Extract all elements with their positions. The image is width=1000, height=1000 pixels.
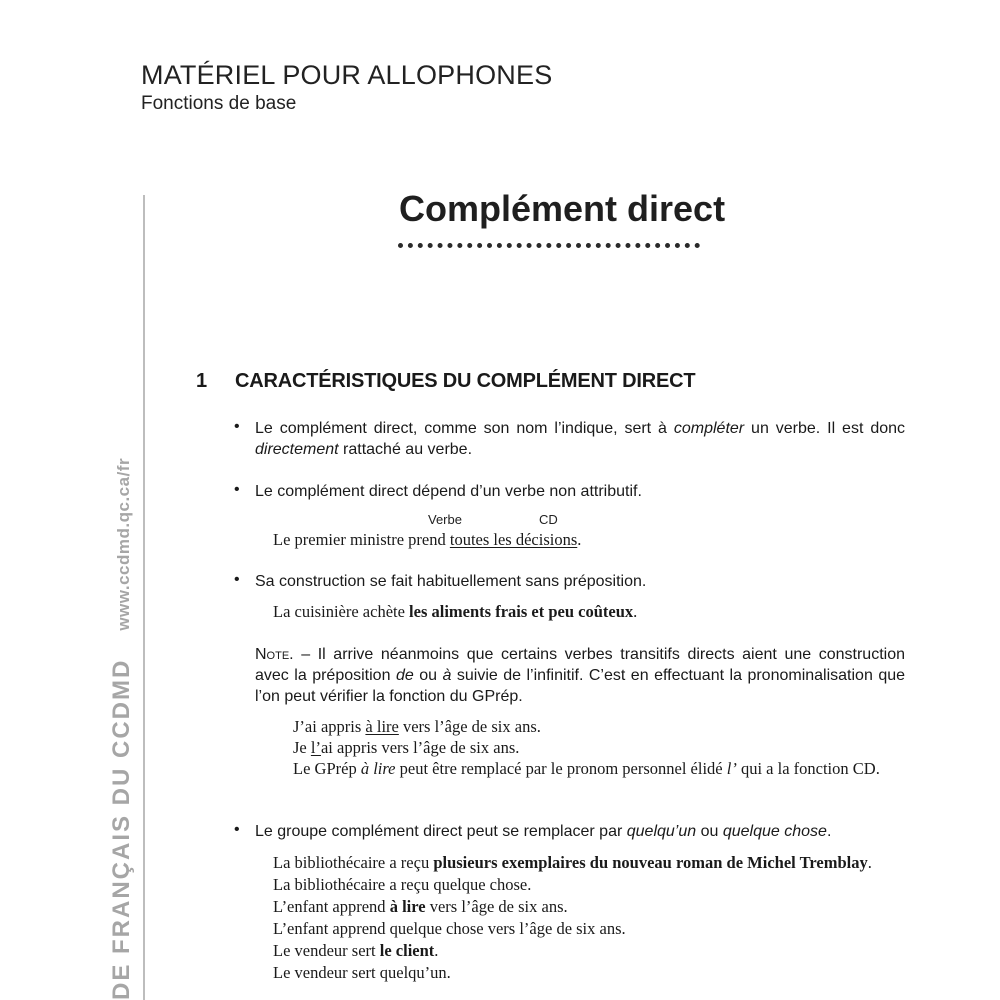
paragraph-definition: Le complément direct, comme son nom l’indique, sert à compléter un verbe. Il est donc directement rattaché au verbe. bbox=[255, 420, 906, 458]
title-dotted-rule bbox=[398, 238, 700, 248]
sidebar-vertical-text bbox=[108, 458, 136, 1000]
note-explanation: Le GPrép à lire peut être remplacé par le pronom personnel élidé l’ qui a la fonction CD. bbox=[293, 759, 880, 778]
paragraph-dependency: Le complément direct dépend d’un verbe non attributif. bbox=[255, 483, 642, 500]
example-sentence: La bibliothécaire a reçu quelque chose. bbox=[273, 875, 532, 894]
annotation-cd: CD bbox=[539, 512, 558, 527]
annotation-verbe: Verbe bbox=[428, 512, 462, 527]
example-sentence: Le premier ministre prend toutes les décisions. bbox=[273, 530, 582, 549]
bullet-icon: • bbox=[234, 418, 240, 435]
header-subtitle: Fonctions de base bbox=[141, 93, 297, 114]
section-number: 1 bbox=[196, 370, 208, 392]
bullet-icon: • bbox=[234, 821, 240, 838]
example-sentence: La bibliothécaire a reçu plusieurs exemplaires du nouveau roman de Michel Tremblay. bbox=[273, 853, 872, 872]
bullet-icon: • bbox=[234, 481, 240, 498]
margin-rule bbox=[143, 195, 145, 1000]
sidebar-publisher-text: DE FRANÇAIS DU CCDMD bbox=[108, 658, 135, 1000]
paragraph-replacement: Le groupe complément direct peut se remplacer par quelqu’un ou quelque chose. bbox=[255, 823, 832, 840]
header-title: MATÉRIEL POUR ALLOPHONES bbox=[141, 60, 553, 90]
example-sentence: L’enfant apprend quelque chose vers l’âge de six ans. bbox=[273, 919, 626, 938]
sidebar-url[interactable]: www.ccdmd.qc.ca/fr bbox=[114, 457, 133, 631]
note-example: Je l’ai appris vers l’âge de six ans. bbox=[293, 738, 520, 757]
section-title: CARACTÉRISTIQUES DU COMPLÉMENT DIRECT bbox=[235, 370, 696, 392]
paragraph-construction: Sa construction se fait habituellement sans préposition. bbox=[255, 573, 647, 590]
bullet-icon: • bbox=[234, 571, 240, 588]
example-sentence: L’enfant apprend à lire vers l’âge de six ans. bbox=[273, 897, 568, 916]
note-example: J’ai appris à lire vers l’âge de six ans. bbox=[293, 717, 541, 736]
example-sentence: Le vendeur sert le client. bbox=[273, 941, 439, 960]
page-title: Complément direct bbox=[399, 188, 726, 229]
note-paragraph: Note. – Il arrive néanmoins que certains verbes transitifs directs aient une construction avec la préposition de ou à suivie de l’infinitif. C’est en effectuant la pronominalisation que l’on peut vérifier la fonction du GPrép. bbox=[255, 646, 906, 705]
example-sentence: Le vendeur sert quelqu’un. bbox=[273, 963, 451, 982]
example-sentence: La cuisinière achète les aliments frais et peu coûteux. bbox=[273, 602, 638, 621]
